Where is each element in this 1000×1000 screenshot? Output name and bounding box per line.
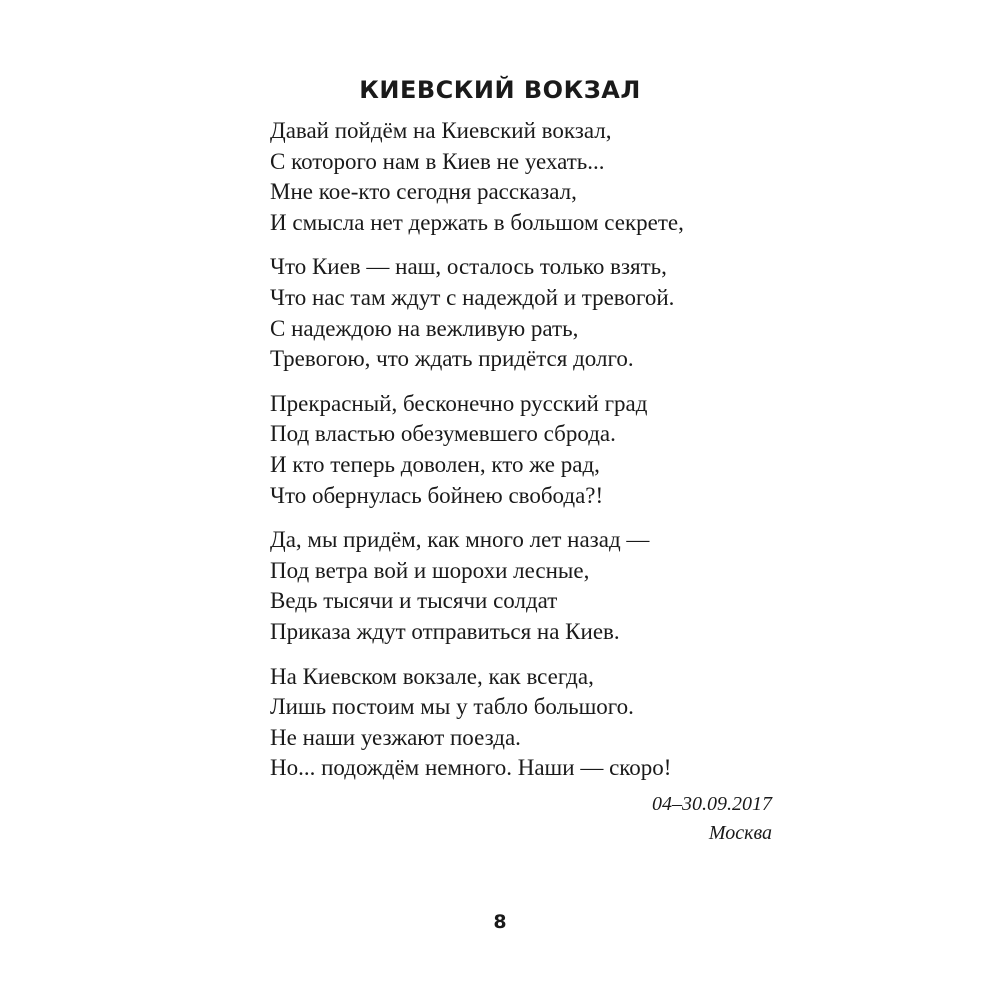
poem-line: Тревогою, что ждать придётся долго.	[270, 346, 634, 372]
poem-line: И кто теперь доволен, кто же рад,	[270, 451, 600, 477]
stanza	[270, 116, 790, 238]
poem-line: Прекрасный, бесконечно русский град	[270, 390, 648, 416]
poem-body	[270, 116, 790, 798]
poem-line: Приказа ждут отправиться на Киев.	[270, 618, 620, 644]
signature-date: 04–30.09.2017	[652, 793, 772, 815]
stanza	[270, 525, 790, 647]
poem-line: Лишь постоим мы у табло большого.	[270, 694, 634, 720]
stanza	[270, 389, 790, 511]
poem-line: Под ветра вой и шорохи лесные,	[270, 557, 590, 583]
poem-line: Давай пойдём на Киевский вокзал,	[270, 118, 612, 143]
poem-line: Под властью обезумевшего сброда.	[270, 421, 616, 447]
poem-line: Что нас там ждут с надеждой и тревогой.	[270, 284, 675, 310]
poem-line: Что обернулась бойнею свобода?!	[270, 482, 604, 508]
poem-line: С которого нам в Киев не уехать...	[270, 148, 605, 174]
stanza	[270, 662, 790, 784]
poem-line: Но... подождём немного. Наши — скоро!	[270, 755, 672, 781]
poem-line: Да, мы придём, как много лет назад —	[270, 527, 650, 553]
stanza	[270, 252, 790, 374]
poem-line: Что Киев — наш, осталось только взять,	[270, 254, 667, 280]
poem-line: Мне кое-кто сегодня рассказал,	[270, 179, 577, 205]
poem-line: С надеждою на вежливую рать,	[270, 315, 579, 341]
page-number: 8	[493, 911, 507, 933]
poem-line: Ведь тысячи и тысячи солдат	[270, 588, 558, 614]
poem-signature	[560, 790, 772, 848]
poem-line: На Киевском вокзале, как всегда,	[270, 663, 594, 689]
signature-place: Москва	[708, 822, 772, 844]
poem-title: КИЕВСКИЙ ВОКЗАЛ	[359, 76, 641, 104]
poem-line: Не наши уезжают поезда.	[270, 724, 521, 750]
poem-line: И смысла нет держать в большом секрете,	[270, 209, 684, 235]
